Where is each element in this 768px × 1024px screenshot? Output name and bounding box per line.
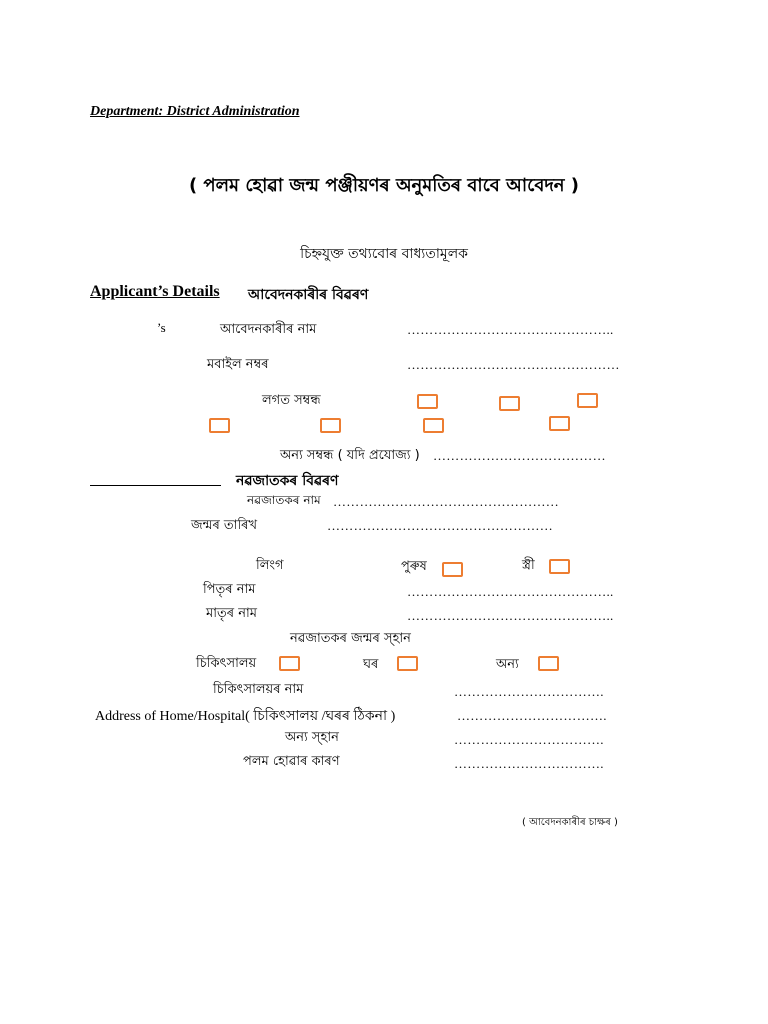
newborn-name-field[interactable]: …………………………………………… — [333, 494, 560, 509]
male-checkbox[interactable] — [442, 562, 463, 577]
home-label: ঘৰ — [363, 657, 379, 672]
father-name-field[interactable]: ……………………………………….. — [407, 584, 614, 599]
mandatory-note: চিহ্নযুক্ত তথ্যবোৰ বাধ্যতামূলক — [300, 246, 468, 262]
gender-label: লিংগ — [256, 558, 284, 573]
dob-label: জন্মৰ তাৰিখ — [191, 518, 258, 533]
other-place-field[interactable]: ……………………………. — [454, 732, 604, 747]
mother-name-field[interactable]: ……………………………………….. — [407, 608, 614, 623]
relation-checkbox-2[interactable] — [499, 396, 520, 411]
newborn-name-label: নৱজাতকৰ নাম — [247, 493, 321, 507]
other-place-option-label: অন্য — [496, 657, 519, 672]
relation-checkbox-1[interactable] — [417, 394, 438, 409]
delay-reason-field[interactable]: ……………………………. — [454, 756, 604, 771]
relation-checkbox-5[interactable] — [320, 418, 341, 433]
applicant-name-prefix: ’s — [157, 320, 166, 335]
other-place-checkbox[interactable] — [538, 656, 559, 671]
applicant-name-label: আবেদনকাৰীৰ নাম — [220, 322, 317, 337]
home-checkbox[interactable] — [397, 656, 418, 671]
other-relation-label: অন্য সম্বন্ধ ( যদি প্ৰযোজ্য ) — [280, 448, 420, 463]
mobile-label: মবাইল নম্বৰ — [207, 357, 269, 372]
mother-name-label: মাতৃৰ নাম — [206, 606, 257, 621]
female-label: স্ত্ৰী — [522, 558, 535, 573]
relation-checkbox-4[interactable] — [209, 418, 230, 433]
female-checkbox[interactable] — [549, 559, 570, 574]
relation-checkbox-3[interactable] — [577, 393, 598, 408]
address-field[interactable]: ……………………………. — [457, 708, 607, 723]
mobile-field[interactable]: ………………………………………… — [407, 357, 620, 372]
department-heading: Department: District Administration — [90, 104, 300, 119]
newborn-heading: নৱজাতকৰ বিৱৰণ — [236, 473, 339, 489]
dob-field[interactable]: …………………………………………… — [327, 518, 554, 533]
hospital-name-field[interactable]: ……………………………. — [454, 684, 604, 699]
address-label: Address of Home/Hospital( চিকিৎসালয় /ঘৰৰ ঠিকনা ) — [95, 709, 396, 724]
delay-reason-label: পলম হোৱাৰ কাৰণ — [243, 754, 340, 769]
hospital-name-label: চিকিৎসালয়ৰ নাম — [213, 682, 304, 697]
male-label: পুৰুষ — [401, 559, 427, 574]
relation-label: লগত সম্বন্ধ — [262, 393, 321, 408]
applicant-heading-bn: আবেদনকাৰীৰ বিৱৰণ — [248, 287, 369, 303]
other-place-label: অন্য স্হান — [285, 730, 339, 745]
father-name-label: পিতৃৰ নাম — [203, 582, 256, 597]
form-title: ( পলম হোৱা জন্ম পঞ্জীয়ণৰ অনুমতিৰ বাবে আবেদন ) — [188, 175, 580, 196]
other-relation-field[interactable]: ………………………………… — [433, 448, 606, 463]
applicant-name-field[interactable]: ……………………………………….. — [407, 322, 614, 337]
applicant-heading-en: Applicant’s Details — [90, 283, 220, 300]
relation-checkbox-6[interactable] — [423, 418, 444, 433]
hospital-checkbox[interactable] — [279, 656, 300, 671]
birthplace-heading: নৱজাতকৰ জন্মৰ স্হান — [290, 631, 411, 646]
relation-checkbox-7[interactable] — [549, 416, 570, 431]
section-divider — [90, 485, 221, 486]
hospital-label: চিকিৎসালয় — [196, 656, 257, 671]
applicant-signature-label: ( আবেদনকাৰীৰ চাক্ষৰ ) — [522, 817, 618, 828]
